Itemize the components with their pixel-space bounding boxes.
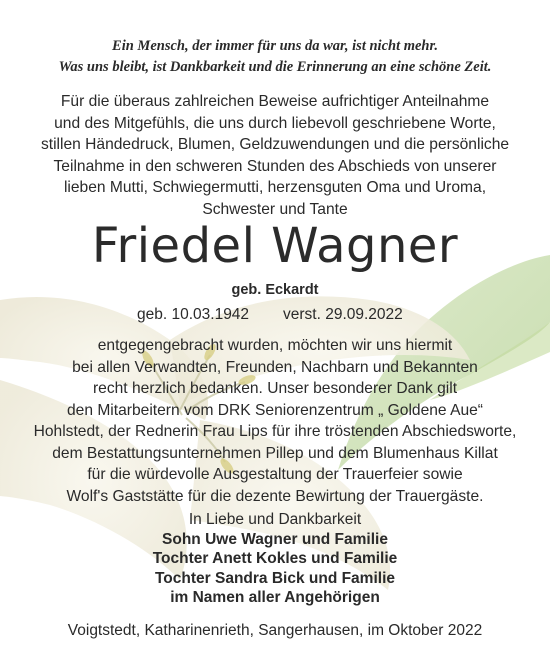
- intro-line: Teilnahme in den schweren Stunden des Abschieds von unserer: [53, 157, 497, 175]
- signature-intro: In Liebe und Dankbarkeit: [188, 511, 362, 528]
- family-line: Tochter Sandra Bick und Familie: [154, 569, 395, 587]
- thanks-line: entgegengebracht wurden, möchten wir uns hiermit: [97, 337, 453, 354]
- thanks-paragraph: [0, 335, 550, 507]
- thanks-line: bei allen Verwandten, Freunden, Nachbarn und Bekannten: [72, 358, 478, 376]
- death-date: verst. 29.09.2022: [283, 306, 403, 323]
- maiden-name: geb. Eckardt: [231, 282, 319, 298]
- intro-line: lieben Mutti, Schwiegermutti, herzensguten Oma und Uroma,: [63, 179, 487, 196]
- family-line: Tochter Anett Kokles und Familie: [152, 550, 398, 567]
- birth-date: geb. 10.03.1942: [137, 306, 250, 323]
- motto-line: Ein Mensch, der immer für uns da war, ist nicht mehr.: [112, 38, 438, 54]
- intro-line: stillen Händedruck, Blumen, Geldzuwendungen und die persönliche: [40, 136, 510, 153]
- family-line: im Namen aller Angehörigen: [170, 589, 380, 606]
- signature-block: [0, 510, 550, 608]
- thanks-line: Wolf's Gaststätte für die dezente Bewirtung der Trauergäste.: [66, 487, 484, 505]
- thanks-line: Hohlstedt, der Rednerin Frau Lips für ihre tröstenden Abschiedsworte,: [33, 423, 517, 440]
- place-and-date: Voigtstedt, Katharinenrieth, Sangerhausen, im Oktober 2022: [67, 622, 483, 639]
- intro-line: und des Mitgefühls, die uns durch liebevoll geschriebene Worte,: [54, 114, 496, 132]
- thanks-line: den Mitarbeitern vom DRK Seniorenzentrum „ Goldene Aue“: [66, 401, 484, 419]
- intro-line: Schwester und Tante: [202, 200, 348, 218]
- intro-line: Für die überaus zahlreichen Beweise aufrichtiger Anteilnahme: [60, 93, 490, 110]
- deceased-name: Friedel Wagner: [91, 218, 459, 274]
- family-line: Sohn Uwe Wagner und Familie: [162, 530, 388, 548]
- motto-line: Was uns bleibt, ist Dankbarkeit und die Erinnerung an eine schöne Zeit.: [58, 59, 492, 75]
- thanks-line: recht herzlich bedanken. Unser besonderer Dank gilt: [92, 380, 458, 397]
- motto: [0, 36, 550, 78]
- thanks-line: dem Bestattungsunternehmen Pillep und dem Blumenhaus Killat: [52, 444, 498, 462]
- thanks-line: für die würdevolle Ausgestaltung der Trauerfeier sowie: [87, 466, 463, 483]
- intro-paragraph: [0, 91, 550, 220]
